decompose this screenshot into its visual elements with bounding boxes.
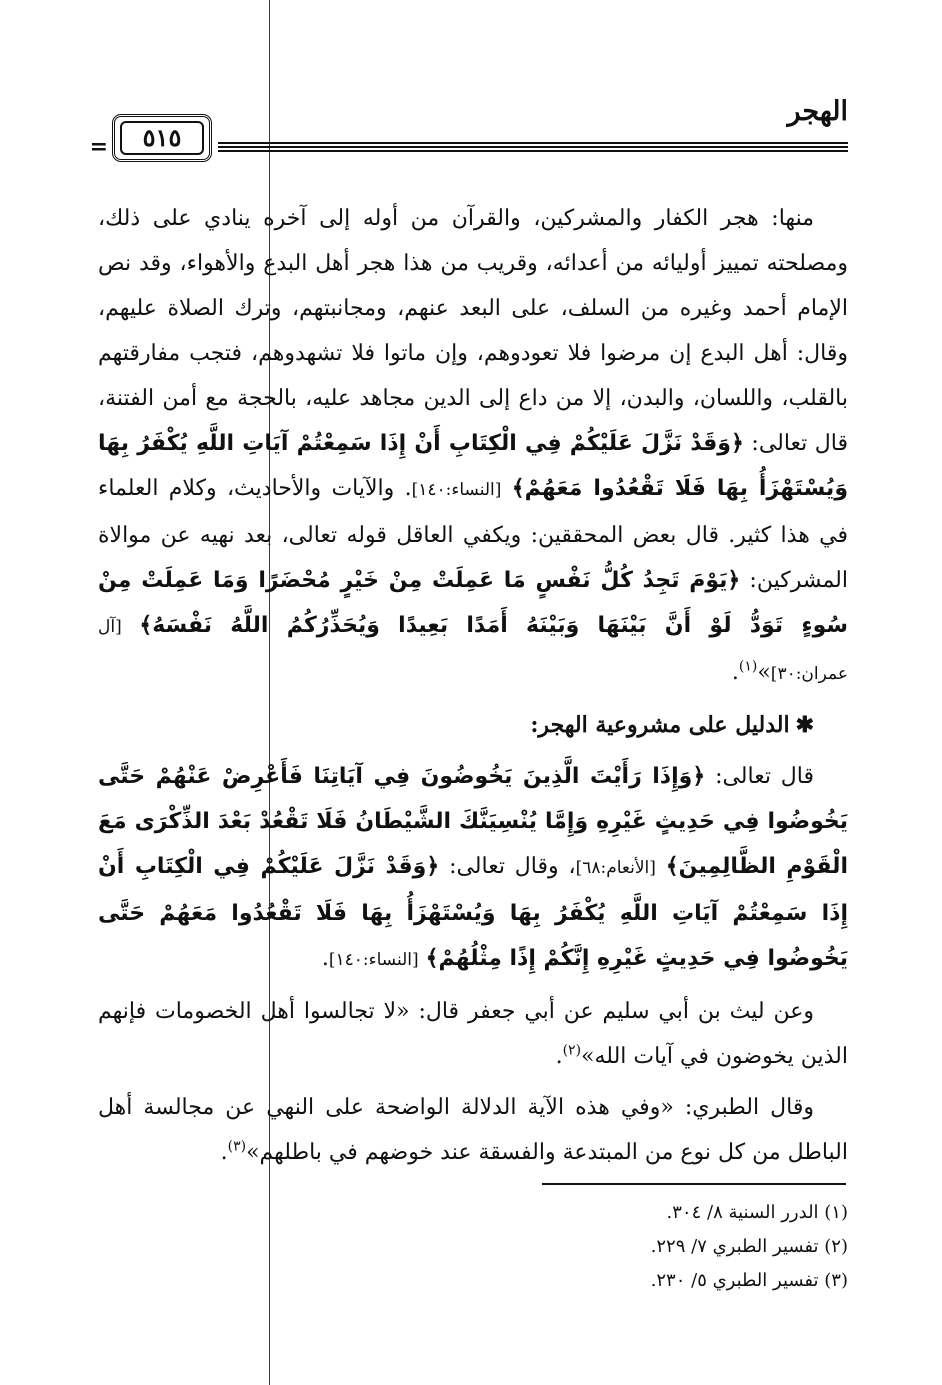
page-number: ٥١٥ [142,123,182,152]
footnotes [428,1196,848,1298]
quran-verse: وَقَدْ نَزَّلَ عَلَيْكُمْ فِي الْكِتَابِ أَنْ إِذَا سَمِعْتُمْ آيَاتِ اللَّهِ يُكْفَرُ بِهَا وَيُسْتَهْزَأُ بِهَا فَلَا تَقْعُدُوا مَعَهُمْ حَتَّى يَخُوضُوا فِي حَدِيثٍ غَيْرِهِ إِنَّكُمْ إِذًا مِثْلُهُمْ [98,854,848,971]
header-rule [218,140,848,152]
verse-close-bracket: ﴾ [665,853,679,879]
verse-open-bracket: ﴿ [426,853,440,879]
footnote-marker: (٢) [562,1042,582,1059]
verse-reference: [آل عمران:٣٠] [98,617,848,684]
paragraph-text: ، وقال تعالى: [449,854,576,879]
page-number-box [112,114,212,162]
page-header [89,96,848,176]
quran-verse: وَقَدْ نَزَّلَ عَلَيْكُمْ فِي الْكِتَابِ أَنْ إِذَا سَمِعْتُمْ آيَاتِ اللَّهِ يُكْفَرُ بِهَا وَيُسْتَهْزَأُ بِهَا فَلَا تَقْعُدُوا مَعَهُمْ [98,431,848,501]
paragraph-3: وعن ليث بن أبي سليم عن أبي جعفر قال: «لا تجالسوا أهل الخصومات فإنهم الذين يخوضون في آيات الله»$^{(٢)}$. [98,999,848,1069]
verse-close-bracket: ﴾ [511,475,525,501]
paragraph-1: منها: هجر الكفار والمشركين، والقرآن من أوله إلى آخره ينادي على ذلك، ومصلحته تمييز أوليائه من أعدائه، وقريب من هذا هجر أهل البدع والأهواء، وقد نص الإمام أحمد وغيره من السلف، على البعد عنهم، ومجانبتهم، وترك الصلاة عليهم، وقال: أهل البدع إن مرضوا فلا تعودوهم، وإن ماتوا فلا تشهدوهم، فتجب مفارقتهم بالقلب، واللسان، والبدن، إلا من داع إلى الدين مجاهد عليه، بالحجة مع أمن الفتنة، قال تعالى: ﴿وَقَدْ نَزَّلَ عَلَيْكُمْ فِي الْكِتَابِ أَنْ إِذَا سَمِعْتُمْ آيَاتِ اللَّهِ يُكْفَرُ بِهَا وَيُسْتَهْزَأُ بِهَا فَلَا تَقْعُدُوا مَعَهُمْ﴾ [النساء:١٤٠]. والآيات والأحاديث، وكلام العلماء في هذا كثير. قال بعض المحققين: ويكفي العاقل قوله تعالى، بعد نهيه عن موالاة المشركين: ﴿يَوْمَ تَجِدُ كُلُّ نَفْسٍ مَا عَمِلَتْ مِنْ خَيْرٍ مُحْضَرًا وَمَا عَمِلَتْ مِنْ سُوءٍ تَوَدُّ لَوْ أَنَّ بَيْنَهَا وَبَيْنَهُ أَمَدًا بَعِيدًا وَيُحَذِّرُكُمُ اللَّهُ نَفْسَهُ﴾ [آل عمران:٣٠]»$^{(١)}$. [98,206,849,685]
paragraph-text: وعن ليث بن أبي سليم عن أبي جعفر قال: «لا تجالسوا أهل الخصومات فإنهم الذين يخوضون في آيات الله» [98,999,848,1069]
paragraph-4: وقال الطبري: «وفي هذه الآية الدلالة الواضحة على النهي عن مجالسة أهل الباطل من كل نوع من المبتدعة والفسقة عند خوضهم في باطلهم»$^{(٣)}$. [98,1095,848,1165]
header-rule-line [218,142,848,144]
verse-close-bracket: ﴾ [425,945,439,971]
paragraph-text: . والآيات والأحاديث، وكلام العلماء في هذا كثير. قال بعض المحققين: ويكفي العاقل قوله تعالى، بعد نهيه عن موالاة المشركين: [98,476,848,593]
header-left-mark: = [89,134,108,160]
footnote-marker: (١) [738,658,758,675]
verse-reference: [النساء:١٤٠] [328,950,419,970]
asterisk-icon: ✱ [795,712,814,738]
main-text [98,196,848,1181]
paragraph-2: قال تعالى: ﴿وَإِذَا رَأَيْتَ الَّذِينَ يَخُوضُونَ فِي آيَاتِنَا فَأَعْرِضْ عَنْهُمْ حَتَّى يَخُوضُوا فِي حَدِيثٍ غَيْرِهِ وَإِمَّا يُنْسِيَنَّكَ الشَّيْطَانُ فَلَا تَقْعُدْ بَعْدَ الذِّكْرَى مَعَ الْقَوْمِ الظَّالِمِينَ﴾ [الأنعام:٦٨]، وقال تعالى: ﴿وَقَدْ نَزَّلَ عَلَيْكُمْ فِي الْكِتَابِ أَنْ إِذَا سَمِعْتُمْ آيَاتِ اللَّهِ يُكْفَرُ بِهَا وَيُسْتَهْزَأُ بِهَا فَلَا تَقْعُدُوا مَعَهُمْ حَتَّى يَخُوضُوا فِي حَدِيثٍ غَيْرِهِ إِنَّكُمْ إِذًا مِثْلُهُمْ﴾ [النساء:١٤٠]. [98,763,848,971]
verse-reference: [الأنعام:٦٨] [575,858,656,878]
verse-open-bracket: ﴿ [692,763,706,789]
section-heading [98,703,848,748]
footnote-item: (١) الدرر السنية ٨/ ٣٠٤. [666,1202,848,1223]
paragraph-text: قال تعالى: [715,764,815,789]
header-rule-line [218,150,848,152]
paragraph-text: منها: هجر الكفار والمشركين، والقرآن من أوله إلى آخره ينادي على ذلك، ومصلحته تمييز أوليائه من أعدائه، وقريب من هذا هجر أهل البدع والأهواء، وقد نص الإمام أحمد وغيره من السلف، على البعد عنهم، ومجانبتهم، وترك الصلاة عليهم، وقال: أهل البدع إن مرضوا فلا تعودوهم، وإن ماتوا فلا تشهدوهم، فتجب مفارقتهم بالقلب، واللسان، والبدن، إلا من داع إلى الدين مجاهد عليه، بالحجة مع أمن الفتنة، قال تعالى: [98,206,849,456]
header-rule-line [218,146,848,148]
verse-open-bracket: ﴿ [731,430,744,456]
footnote-separator [542,1183,846,1185]
verse-reference: [النساء:١٤٠] [411,480,502,500]
quran-verse: وَإِذَا رَأَيْتَ الَّذِينَ يَخُوضُونَ فِي آيَاتِنَا فَأَعْرِضْ عَنْهُمْ حَتَّى يَخُوضُوا فِي حَدِيثٍ غَيْرِهِ وَإِمَّا يُنْسِيَنَّكَ الشَّيْطَانُ فَلَا تَقْعُدْ بَعْدَ الذِّكْرَى مَعَ الْقَوْمِ الظَّالِمِينَ [98,764,848,879]
footnote-item: (٣) تفسير الطبري ٥/ ٢٣٠. [650,1270,848,1291]
footnote-item: (٢) تفسير الطبري ٧/ ٢٢٩. [650,1236,848,1257]
chapter-title: الهجر [787,96,848,127]
quran-verse: يَوْمَ تَجِدُ كُلُّ نَفْسٍ مَا عَمِلَتْ مِنْ خَيْرٍ مُحْضَرًا وَمَا عَمِلَتْ مِنْ سُوءٍ تَوَدُّ لَوْ أَنَّ بَيْنَهَا وَبَيْنَهُ أَمَدًا بَعِيدًا وَيُحَذِّرُكُمُ اللَّهُ نَفْسَهُ [98,568,849,638]
heading-text: الدليل على مشروعية الهجر: [530,712,790,738]
verse-open-bracket: ﴿ [727,567,741,593]
paragraph-text: وقال الطبري: «وفي هذه الآية الدلالة الواضحة على النهي عن مجالسة أهل الباطل من كل نوع من المبتدعة والفسقة عند خوضهم في باطلهم» [98,1095,848,1165]
footnote-marker: (٣) [227,1138,247,1155]
verse-close-bracket: ﴾ [139,612,153,638]
